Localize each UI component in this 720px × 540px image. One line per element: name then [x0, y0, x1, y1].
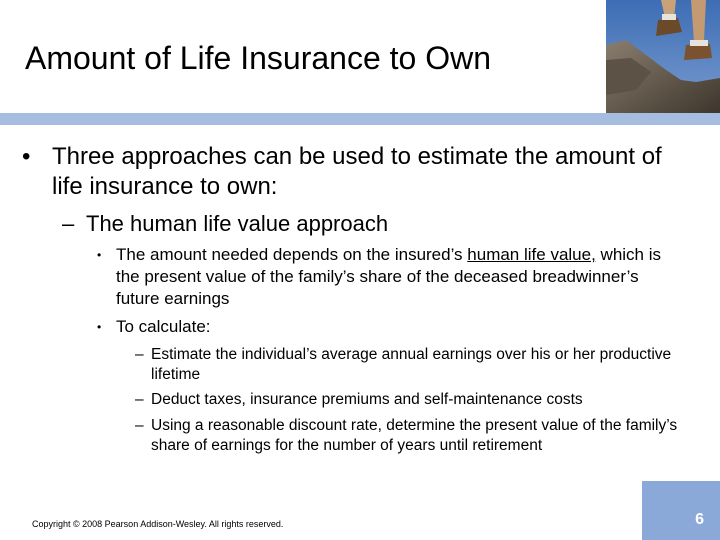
page-number: 6 [695, 511, 704, 528]
bullet-dot-icon: • [97, 248, 102, 262]
page-number-box [642, 481, 720, 540]
detail-text-before: The amount needed depends on the insured’s [116, 245, 468, 264]
bullet-dash-icon: – [135, 346, 144, 363]
step-text: Using a reasonable discount rate, determine the present value of the family’s share of earnings for the number of years until retirement [151, 417, 678, 454]
sub-bullet-text: The human life value approach [86, 211, 389, 236]
step-text: Deduct taxes, insurance premiums and self-maintenance costs [151, 391, 583, 408]
step-text: Estimate the individual’s average annual earnings over his or her productive lifetime [151, 346, 672, 383]
bullet-dash-icon: – [135, 391, 144, 408]
slide-title: Amount of Life Insurance to Own [25, 40, 492, 76]
bullet-dash-icon: – [135, 417, 144, 434]
human-life-value-term: human life value, [467, 245, 596, 264]
bullet-dot-icon: • [22, 143, 31, 170]
detail-bullet-1-text [116, 244, 686, 310]
copyright-notice: Copyright © 2008 Pearson Addison-Wesley. All rights reserved. [32, 519, 284, 529]
bullet-dash-icon: – [62, 211, 75, 236]
detail-text-after: which is the present value of the family’s share of the deceased breadwinner’s future earnings [116, 245, 661, 308]
main-bullet-text: Three approaches can be used to estimate the amount of life insurance to own: [52, 143, 662, 200]
bullet-dot-icon: • [97, 320, 102, 334]
detail-bullet-2-text: To calculate: [116, 317, 211, 336]
